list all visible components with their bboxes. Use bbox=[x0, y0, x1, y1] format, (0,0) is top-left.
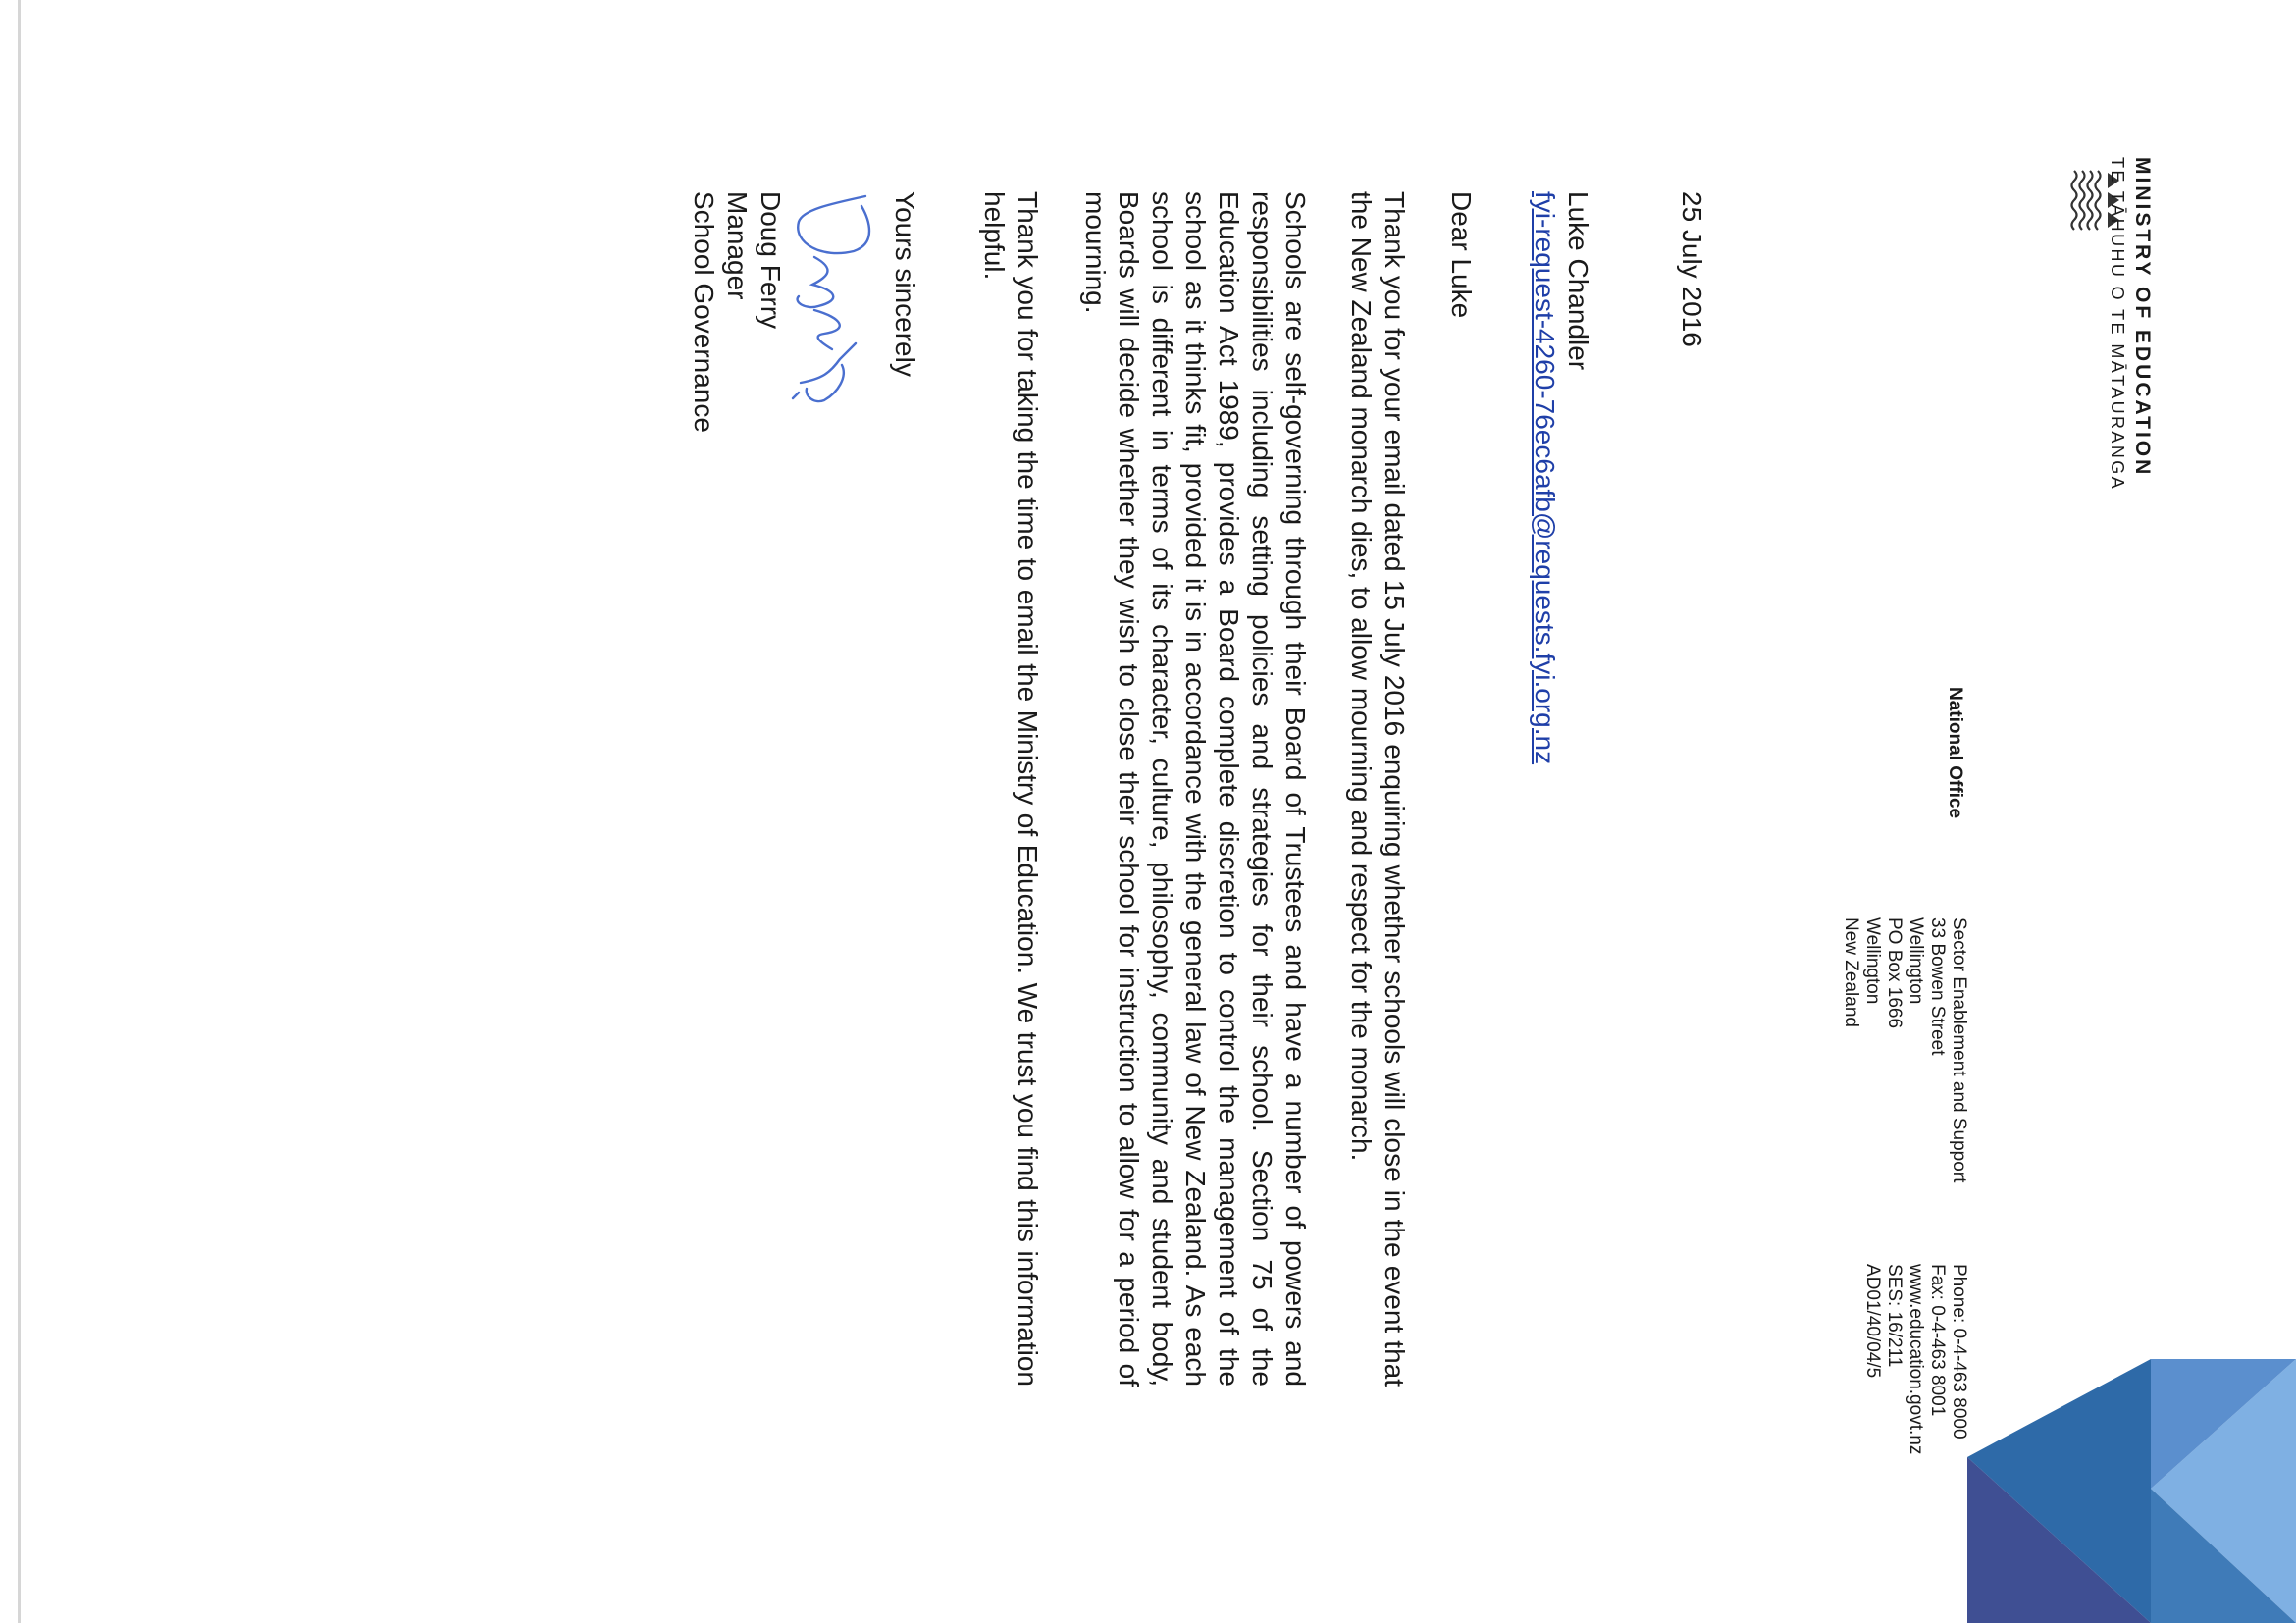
recipient-email-link[interactable]: fyi-request-4260-76ec6afb@requests.fyi.org.nz bbox=[1530, 191, 1560, 765]
ministry-title: MINISTRY OF EDUCATION bbox=[2131, 157, 2154, 478]
body-paragraph: Thank you for taking the time to email the Ministry of Education. We trust you find this information helpful. bbox=[979, 191, 1043, 1387]
contact-details bbox=[1861, 1264, 1969, 1454]
recipient-block bbox=[1528, 191, 1594, 764]
contact-fax: Fax: 0-4-463 8001 bbox=[1927, 1264, 1948, 1417]
signatory-name: Doug Ferry bbox=[756, 191, 786, 330]
body-paragraph: Schools are self-governing through their Board of Trustees and have a number of powers and responsibilities including setting policies and strategies for their school. Section 75 of the Education Act 1989, provides a Board complete discretion to control the management of the school as it thinks fit, provided it is in accordance with the general law of New Zealand. As each school is different in terms of its character, culture, philosophy, community and student body, Boards will decide whether they wish to close their school for instruction to allow for a period of mourning. bbox=[1080, 191, 1311, 1387]
ministry-wave-logo-icon bbox=[1904, 167, 2119, 285]
address-line: New Zealand bbox=[1841, 917, 1861, 1027]
closing: Yours sincerely bbox=[890, 191, 920, 377]
signatory-title: Manager bbox=[722, 191, 753, 300]
contact-website: www.education.govt.nz bbox=[1905, 1264, 1926, 1455]
office-label: National Office bbox=[1945, 687, 1965, 819]
office-address bbox=[1840, 917, 1969, 1182]
salutation: Dear Luke bbox=[1446, 191, 1477, 319]
signatory-unit: School Governance bbox=[689, 191, 719, 433]
letter-date: 25 July 2016 bbox=[1677, 191, 1707, 347]
triangle-brand-mark-icon bbox=[1967, 1359, 2296, 1623]
handwritten-signature-icon bbox=[785, 186, 883, 412]
scan-edge-divider bbox=[18, 0, 21, 1623]
address-line: Sector Enablement and Support bbox=[1949, 917, 1969, 1183]
address-line: Wellington bbox=[1905, 917, 1926, 1005]
contact-phone: Phone: 0-4-463 8000 bbox=[1949, 1264, 1969, 1440]
recipient-name: Luke Chandler bbox=[1563, 191, 1593, 371]
address-line: Wellington bbox=[1862, 917, 1883, 1005]
signatory-block bbox=[687, 191, 787, 433]
reference-ses: SES: 16/211 bbox=[1884, 1264, 1905, 1368]
address-line: 33 Bowen Street bbox=[1927, 917, 1948, 1056]
reference-ad: AD01/40/04/5 bbox=[1862, 1264, 1883, 1379]
body-paragraph: Thank you for your email dated 15 July 2016 enquiring whether schools will close in the event that the New Zealand monarch dies, to allow mourning and respect for the monarch. bbox=[1346, 191, 1410, 1387]
address-line: PO Box 1666 bbox=[1884, 917, 1905, 1029]
ministry-subtitle: TE TĀHUHU O TE MĀTAURANGA bbox=[2108, 157, 2127, 492]
